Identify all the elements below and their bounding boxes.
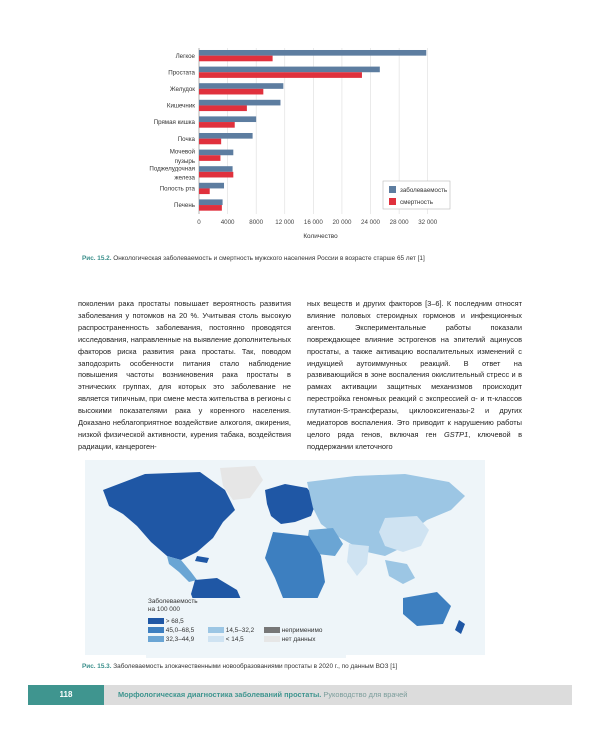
bar-incidence [199,100,280,106]
text-column-left [78,298,291,453]
legend-label-5: < 14,5 [225,636,244,643]
figure-caption-text-2: Заболеваемость злокачественными новообразованиями простаты в 2020 г., по данным ВОЗ [1] [113,663,398,670]
page-footer [28,685,572,705]
figure-label-2: Рис. 15.3. [82,663,112,670]
bar-incidence [199,166,233,172]
legend-item-6 [264,627,322,635]
legend-item-1 [148,618,184,626]
bar-mortality [199,155,220,161]
bar-incidence [199,133,253,139]
category-label: Прямая кишка [153,119,195,127]
page-number: 118 [28,685,104,705]
bar-incidence [199,183,224,189]
legend-item-7 [264,636,316,644]
legend-swatch-2 [148,627,164,633]
bar-mortality [199,105,247,111]
legend-swatch-5 [208,636,224,642]
text-column-right [307,298,522,453]
legend-swatch [389,186,396,193]
paragraph-right [307,298,522,453]
bar-mortality [199,205,222,211]
x-tick-label: 4000 [220,219,235,226]
bar-mortality [199,139,221,145]
bar-incidence [199,116,256,122]
category-label: Мочевой [169,148,195,156]
legend-swatch-4 [208,627,224,633]
legend-label-7: нет данных [281,636,316,643]
category-label: Желудок [169,86,195,94]
x-tick-label: 32 000 [418,219,438,226]
legend-swatch-7 [264,636,280,642]
bar-mortality [199,172,233,178]
legend-item-3 [148,636,194,644]
x-tick-label: 20 000 [332,219,352,226]
category-label: Кишечник [166,102,195,110]
bar-incidence [199,50,426,56]
x-tick-label: 16 000 [303,219,323,226]
legend-label-1: > 68,5 [165,618,184,625]
figure-caption-2 [82,663,397,671]
legend-item-5 [208,636,244,644]
category-label: Полость рта [159,185,195,193]
legend-title-2: на 100 000 [148,606,180,613]
legend-label: заболеваемость [400,187,448,194]
x-tick-label: 0 [197,219,201,226]
legend-title-1: Заболеваемость [148,598,198,605]
legend-swatch-1 [148,618,164,624]
legend-swatch [389,198,396,205]
bar-incidence [199,150,233,156]
category-label: Поджелудочная [149,165,195,173]
legend-swatch-6 [264,627,280,633]
paragraph-right-end: , ключевой в поддержании клеточного [307,429,522,451]
legend-item-2 [148,627,194,635]
bar-mortality [199,188,210,194]
bar-chart [0,0,600,245]
x-tick-label: 28 000 [389,219,409,226]
bar-mortality [199,72,362,78]
paragraph-right-text: ных веществ и других факторов [3–6]. К последним относят влияние половых стероидных гормонов и инфекционных агентов. Экспериментальные работы показали повреждающее влияние эстрогенов на эпителий ацинусов простаты, а также активацию воспалительных изменений с индукцией аутоиммунных реакций. В ответ на развивающийся в зоне воспаления окислительный стресс и в рамках активации защитных механизмов происходит перестройка геномных реакций с экспрессией α- и π-классов глутатион-S-трансферазы, циклооксигеназы-2 и других медиаторов воспаления. Это приводит к нарушению работы целого ряда генов, включая ген [307,299,522,439]
legend-label-4: 14,5–32,2 [225,627,255,634]
legend-label-6: неприменимо [281,627,323,634]
figure-caption-text-1: Онкологическая заболеваемость и смертность мужского населения России в возрасте старше 65 лет [1] [113,255,425,262]
bar-mortality [199,89,263,95]
category-label: пузырь [174,157,195,165]
paragraph-left: поколении рака простаты повышает вероятность развития заболевания у потомков на 20 %. Учитывая столь высокую распространенность заболевания, постоянно проводятся исследования, направленные на выявление дополнительных факторов риска развития рака простаты. Так, поводом заподозрить особенности питания стало наблюдение повышения частоты возникновения рака простаты в этнических группах, для которых это заболевание не является типичным, при смене места жительства в регионы с высокими показателями рака у коренного населения. Доказано неблагоприятное воздействие алкоголя, ожирения, низкой физической активности, курения табака, воздействия радиации, канцероген- [78,299,291,451]
bar-mortality [199,122,235,128]
running-title-sub: Руководство для врачей [323,690,408,699]
running-title [118,685,407,705]
category-label: Печень [174,202,195,210]
category-label: Почка [177,135,195,143]
figure-label-1: Рис. 15.2. [82,255,112,262]
category-label: Простата [168,69,195,77]
x-tick-label: 12 000 [275,219,295,226]
bar-incidence [199,199,223,205]
x-tick-label: 8000 [249,219,264,226]
running-title-main: Морфологическая диагностика заболеваний простаты. [118,690,322,699]
bar-incidence [199,67,380,73]
bar-incidence [199,83,283,89]
legend-swatch-3 [148,636,164,642]
bar-mortality [199,56,273,62]
x-tick-label: 24 000 [361,219,380,226]
gene-name: GSTP1 [443,429,469,439]
legend-item-4 [208,627,254,635]
figure-caption-1 [82,255,425,263]
legend-label: смертность [400,199,433,206]
category-label: Легкое [175,52,195,60]
legend-label-3: 32,3–44,9 [165,636,195,643]
legend-label-2: 45,0–68,5 [165,627,195,634]
category-label: железа [174,174,195,182]
x-axis-label: Количество [303,233,338,240]
map-legend [146,598,346,658]
